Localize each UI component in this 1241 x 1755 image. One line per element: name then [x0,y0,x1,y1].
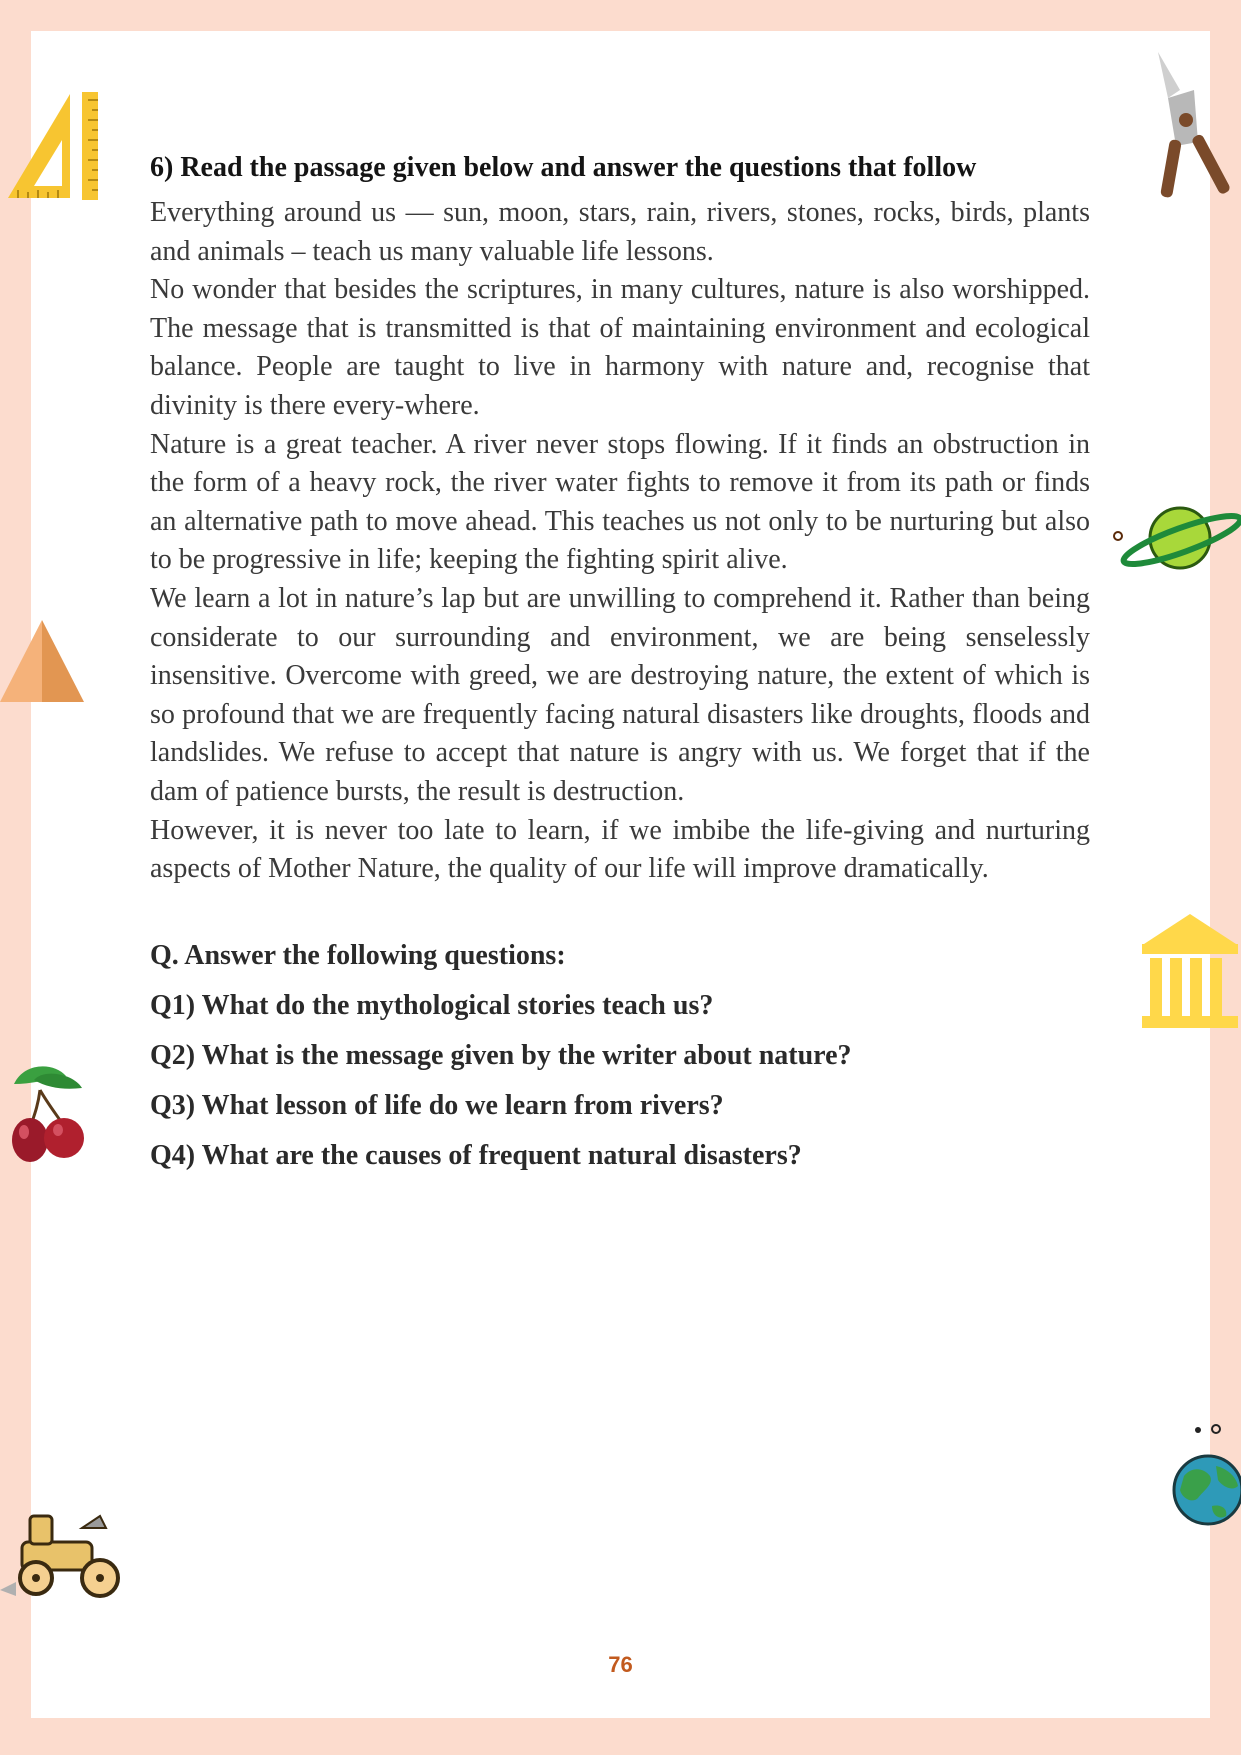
passage-paragraph: However, it is never too late to learn, if we imbibe the life-giving and nurturing aspects of Mother Nature, the quality of our life will improve dramatically. [150,814,1090,885]
saturn-planet-icon [1112,500,1241,576]
page-number: 76 [608,1652,633,1677]
passage [150,194,1090,889]
steam-engine-icon [0,1502,126,1598]
question-list [150,936,1090,1176]
question-item: Q2) What is the message given by the writer about nature? [150,1039,852,1071]
passage-paragraph: Nature is a great teacher. A river never stops flowing. If it finds an obstruction in the form of a heavy rock, the river water fights to remove it from its path or finds an alternative path to move ahead. This teaches us not only to be nurturing but also to be progressive in life; keeping the fighting spirit alive. [150,428,1090,576]
pyramid-icon [0,618,86,704]
cherries-icon [4,1060,86,1166]
passage-paragraph: Everything around us — sun, moon, stars, rain, rivers, stones, rocks, birds, plants and animals – teach us many valuable life lessons. [150,197,1090,267]
question-item: Q1) What do the mythological stories teach us? [150,989,714,1021]
pliers-icon [1150,50,1240,200]
worksheet-content [150,148,1090,1186]
question-item: Q3) What lesson of life do we learn from rivers? [150,1089,724,1121]
questions-title: Q. Answer the following questions: [150,939,566,971]
earth-globe-icon [1168,1424,1241,1528]
passage-paragraph: No wonder that besides the scriptures, in many cultures, nature is also worshipped. The message that is transmitted is that of maintaining environment and ecological balance. People are taught to live in harmony with nature and, recognise that divinity is there every-where. [150,274,1090,421]
set-square-ruler-icon [4,90,100,202]
greek-temple-icon [1140,912,1241,1030]
question-item: Q4) What are the causes of frequent natural disasters? [150,1139,802,1171]
passage-paragraph: We learn a lot in nature’s lap but are unwilling to comprehend it. Rather than being considerate to our surrounding and environment, we are being senselessly insensitive. Overcome with greed, we are destroying nature, the extent of which is so profound that we are frequently facing natural disasters like droughts, floods and landslides. We refuse to accept that nature is angry with us. We forget that if the dam of patience bursts, the result is destruction. [150,582,1090,807]
section-heading: 6) Read the passage given below and answer the questions that follow [150,152,977,183]
